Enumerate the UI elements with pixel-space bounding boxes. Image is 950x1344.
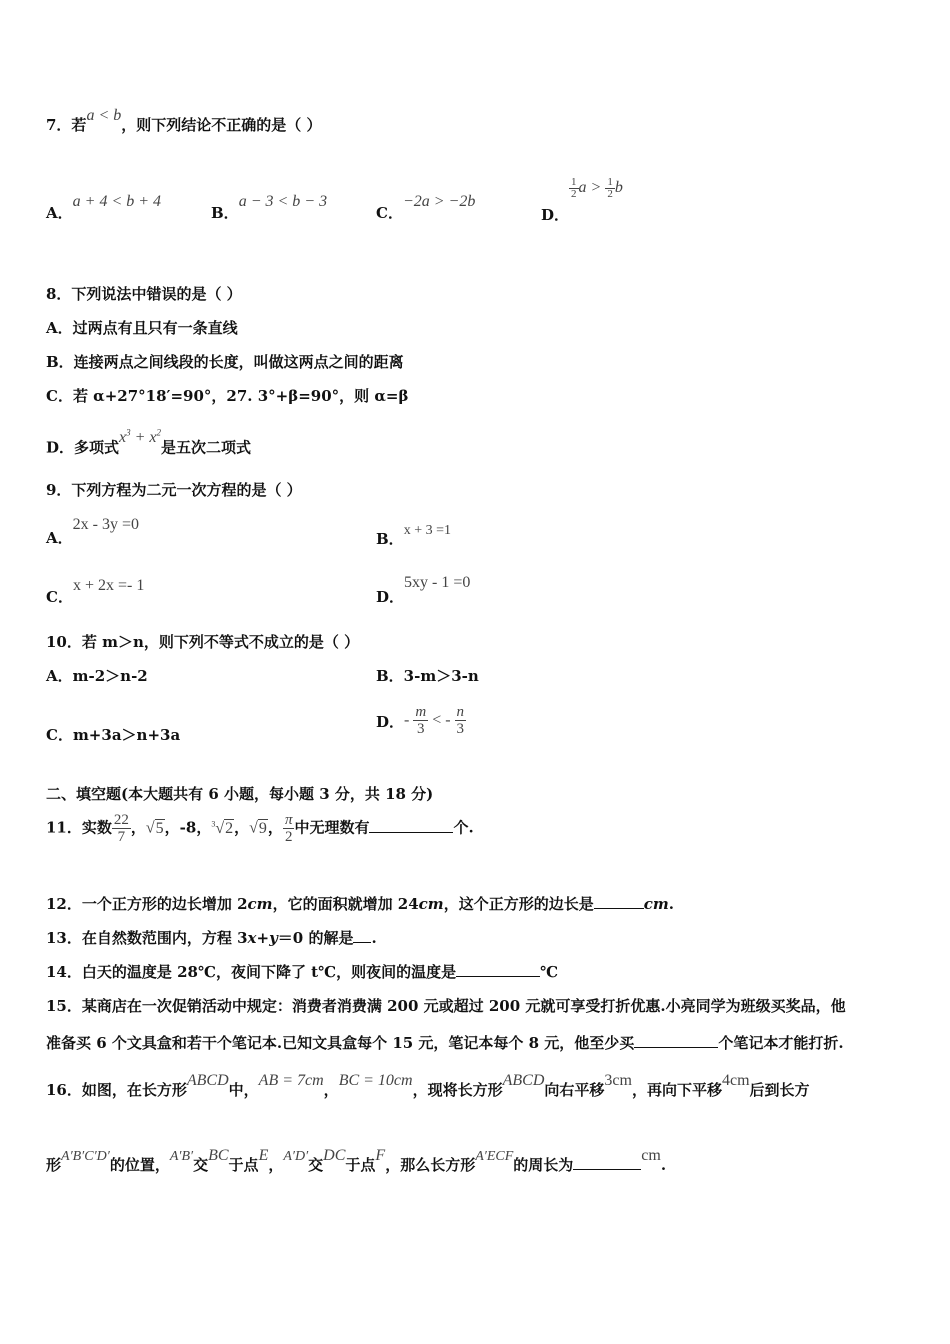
q8-d-x: x <box>119 429 127 447</box>
q8-d-polynomial <box>119 429 161 446</box>
q9-a-letter: A． <box>46 529 73 547</box>
q9-b-expr: x + 3 =1 <box>403 523 451 538</box>
q8-option-d <box>46 428 252 458</box>
q11-cbrt-radicand: 2 <box>225 819 234 837</box>
q16-dc: DC <box>323 1147 346 1164</box>
q7-a-expr: a + 4 < b + 4 <box>72 193 162 210</box>
q16-p16: 的周长为 <box>513 1156 574 1174</box>
q9-a-expr: 2x - 3y =0 <box>72 516 139 533</box>
q8-option-c: C．若 α+27°18′=90°，27. 3°+β=90°，则 α=β <box>46 387 409 405</box>
q7-option-b <box>211 190 328 222</box>
q16-abcd2: ABCD <box>502 1072 545 1089</box>
q8-option-a: A．过两点有且只有一条直线 <box>46 319 238 337</box>
q9-option-b <box>376 518 451 548</box>
q13-plus: + <box>256 929 270 947</box>
q12-mid2: ，这个正方形的边长是 <box>443 895 594 913</box>
q8-d-suffix: 是五次二项式 <box>161 438 252 457</box>
q7-option-a <box>46 190 162 222</box>
q11-frac-pi-2 <box>283 812 295 845</box>
q16-p14: 于点 <box>345 1156 376 1174</box>
q12-mid: ，它的面积就增加 24 <box>272 895 419 913</box>
q15-line2-prefix: 准备买 6 个文具盒和若干个笔记本.已知文具盒每个 15 元，笔记本每个 8 元，他至少买 <box>46 1034 635 1052</box>
q7-d-frac2-den: 2 <box>607 187 613 200</box>
q15-line2 <box>46 1033 844 1053</box>
q16-p5: 向右平移 <box>544 1081 605 1099</box>
q9-d-letter: D． <box>376 588 405 606</box>
q10-option-d <box>376 704 466 737</box>
q14-line <box>46 962 558 982</box>
q14-end: ℃ <box>540 963 559 981</box>
q16-bc-length: BC = 10cm <box>338 1072 413 1089</box>
q11-cbrt-index: 3 <box>211 819 216 829</box>
q7-c-letter: C． <box>376 204 403 222</box>
q11-sep1: ， <box>130 818 146 837</box>
q8-d-exp2: 2 <box>156 428 162 438</box>
q11-sqrt5: √5 <box>145 819 164 837</box>
q11-answer-blank[interactable] <box>369 818 453 833</box>
q16-p11: 于点 <box>228 1156 259 1174</box>
q7-d-tail: b <box>614 179 623 196</box>
q13-answer-blank[interactable] <box>353 928 371 943</box>
q11-frac1-num: 22 <box>113 812 129 828</box>
section-2-heading: 二、填空题(本大题共有 6 小题，每小题 3 分，共 18 分) <box>46 785 434 803</box>
q11-sqrt5-radicand: 5 <box>155 819 164 837</box>
q7-condition: a < b <box>86 107 122 124</box>
q11-frac-22-7 <box>112 812 131 845</box>
q11-frac1-den: 7 <box>117 829 126 845</box>
q11-suffix: 中无理数有 <box>294 818 370 837</box>
q11-end: 个. <box>453 818 474 837</box>
q14-answer-blank[interactable] <box>456 962 540 977</box>
q11-sqrt9-radicand: 9 <box>258 819 267 837</box>
q7-d-letter: D． <box>541 206 570 224</box>
q7-d-frac2-num: 1 <box>607 175 613 188</box>
q12-prefix: 12．一个正方形的边长增加 2 <box>46 895 248 913</box>
q16-p2: 中， <box>228 1081 259 1099</box>
q11-sep4: ， <box>267 818 283 837</box>
q15-line2-end: 个笔记本才能打折. <box>718 1034 844 1052</box>
q9-stem: 9．下列方程为二元一次方程的是（ ） <box>46 481 302 499</box>
q16-p13: 交 <box>308 1156 324 1174</box>
q13-suffix: ＝0 的解是 <box>277 929 354 947</box>
q11-sep3: ， <box>234 818 250 837</box>
q16-p3: ， <box>323 1081 339 1099</box>
q8-d-plus: + x <box>130 429 157 447</box>
q11-frac2-num: π <box>284 812 293 828</box>
q16-bc: BC <box>208 1147 229 1164</box>
q9-option-d <box>376 571 471 606</box>
q16-p9: 的位置， <box>109 1156 170 1174</box>
q10-option-c: C．m+3a＞n+3a <box>46 726 181 744</box>
q9-option-a <box>46 513 139 547</box>
q10-d-mid: < - <box>428 711 455 729</box>
q16-answer-blank[interactable] <box>573 1155 641 1170</box>
q16-ab-length: AB = 7cm <box>258 1072 324 1089</box>
q10-stem: 10．若 m＞n，则下列不等式不成立的是（ ） <box>46 633 360 651</box>
q16-p6: ，再向下平移 <box>631 1081 722 1099</box>
q7-b-expr: a − 3 < b − 3 <box>238 193 328 210</box>
q16-p1: 16．如图，在长方形 <box>46 1081 187 1099</box>
q11-prefix: 11．实数 <box>46 818 112 837</box>
q16-a2b2c2d2: A′B′C′D′ <box>61 1149 110 1164</box>
q7-stem <box>46 107 322 136</box>
q10-option-a: A．m-2＞n-2 <box>46 667 148 685</box>
q10-d-frac1-den: 3 <box>417 721 425 737</box>
q9-b-letter: B． <box>376 530 404 548</box>
q10-d-frac1 <box>413 704 428 737</box>
q16-p10: 交 <box>193 1156 209 1174</box>
q16-point-e: E <box>258 1147 269 1164</box>
q9-d-expr: 5xy - 1 =0 <box>404 574 471 591</box>
q10-d-letter: D． <box>376 712 405 731</box>
q7-option-c <box>376 190 476 222</box>
q7-stem-prefix: 7．若 <box>46 116 87 134</box>
q16-p15: ，那么长方形 <box>385 1156 476 1174</box>
q7-d-frac1-den: 2 <box>571 187 577 200</box>
q16-p8: 形 <box>46 1156 62 1174</box>
q16-point-f: F <box>375 1147 386 1164</box>
q16-a2b2: A′B′ <box>169 1149 194 1164</box>
q16-abcd: ABCD <box>186 1072 229 1089</box>
q12-unit2: cm <box>418 895 444 913</box>
q11-frac2-den: 2 <box>284 829 293 845</box>
q8-option-b: B．连接两点之间线段的长度，叫做这两点之间的距离 <box>46 353 404 371</box>
q13-line <box>46 928 377 948</box>
q10-d-frac2 <box>455 704 467 737</box>
q7-d-frac2 <box>605 177 615 200</box>
q9-option-c <box>46 574 145 606</box>
q12-unit3: cm <box>643 895 669 913</box>
q16-line1 <box>46 1072 810 1101</box>
q12-line <box>46 894 674 914</box>
q11-line <box>46 812 474 845</box>
q16-end: . <box>660 1156 667 1174</box>
q16-p12: ， <box>268 1156 284 1174</box>
q7-c-expr: −2a > −2b <box>402 193 476 210</box>
q9-c-letter: C． <box>46 588 73 606</box>
q11-sqrt9: √9 <box>249 819 267 837</box>
q7-option-d <box>541 175 623 224</box>
q16-a2d2: A′D′ <box>283 1149 309 1164</box>
q15-line1: 15．某商店在一次促销活动中规定：消费者消费满 200 元或超过 200 元就可享受打折优惠.小亮同学为班级买奖品，他 <box>46 997 846 1015</box>
q13-prefix: 13．在自然数范围内，方程 3 <box>46 929 248 947</box>
q7-d-frac1-num: 1 <box>571 175 577 188</box>
q10-d-frac2-num: n <box>456 704 465 720</box>
q10-d-frac2-den: 3 <box>456 721 465 737</box>
q7-a-letter: A． <box>46 204 73 222</box>
q10-option-b: B．3-m＞3-n <box>376 667 479 685</box>
q13-end: . <box>371 929 377 947</box>
q7-d-mid: a > <box>578 179 606 196</box>
q9-c-expr: x + 2x =- 1 <box>72 577 145 594</box>
q13-x: x <box>247 929 257 947</box>
q13-y: y <box>269 929 278 947</box>
q7-d-frac1 <box>569 177 579 200</box>
q8-d-exp1: 3 <box>126 428 131 438</box>
q16-shift-down: 4cm <box>721 1072 750 1089</box>
q11-sep2: ，-8， <box>164 818 212 837</box>
q10-d-frac1-num: m <box>415 704 427 720</box>
q16-unit: cm <box>641 1147 661 1164</box>
q16-line2 <box>46 1147 667 1177</box>
q12-end: . <box>668 895 674 913</box>
q7-b-letter: B． <box>211 204 239 222</box>
q14-prefix: 14．白天的温度是 28℃，夜间下降了 t℃，则夜间的温度是 <box>46 963 457 981</box>
q16-p4: ，现将长方形 <box>412 1081 503 1099</box>
q8-stem: 8．下列说法中错误的是（ ） <box>46 285 242 303</box>
q8-d-prefix: D．多项式 <box>46 438 120 457</box>
q10-d-sign1: - <box>404 711 414 729</box>
q11-cbrt2: $^3$√2 <box>211 819 234 837</box>
q15-answer-blank[interactable] <box>634 1033 718 1048</box>
q16-a2ecf: A′ECF <box>475 1149 514 1164</box>
q12-unit1: cm <box>247 895 273 913</box>
q16-p7: 后到长方 <box>749 1081 810 1099</box>
q16-shift-right: 3cm <box>604 1072 632 1089</box>
q12-answer-blank[interactable] <box>594 894 644 909</box>
q7-stem-suffix: ，则下列结论不正确的是（ ） <box>121 116 322 134</box>
